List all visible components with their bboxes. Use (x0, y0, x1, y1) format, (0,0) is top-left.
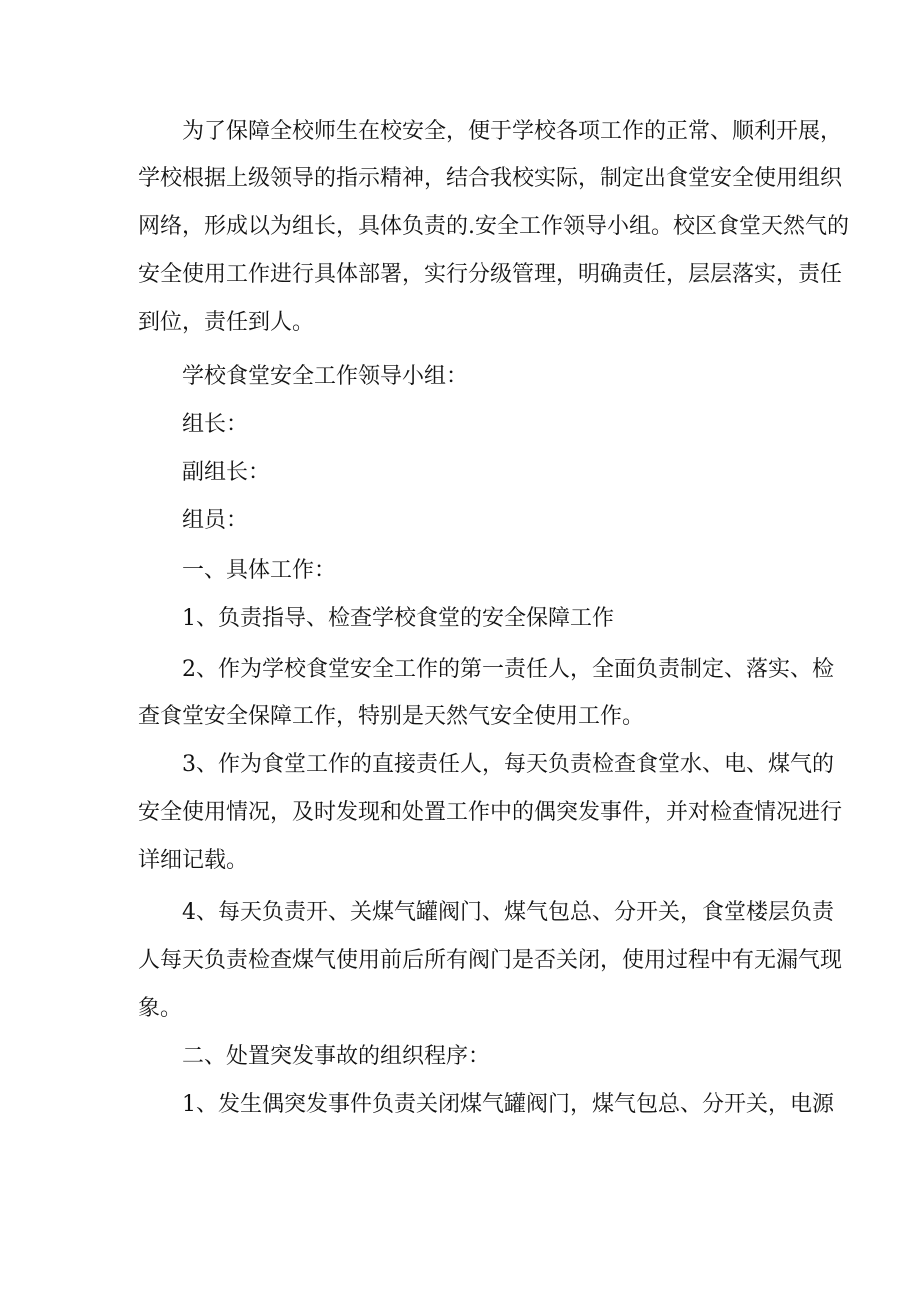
leadership-group-heading: 学校食堂安全工作领导小组： (182, 364, 469, 389)
group-leader-label: 组长： (182, 412, 249, 437)
deputy-leader-label: 副组长： (182, 460, 271, 485)
work-item-3-line-1: 3、作为食堂工作的直接责任人，每天负责检查食堂水、电、煤气的 (182, 752, 834, 777)
work-item-2-line-1: 2、作为学校食堂安全工作的第一责任人，全面负责制定、落实、检 (182, 657, 834, 682)
work-item-4-line-2: 人每天负责检查煤气使用前后所有阀门是否关闭，使用过程中有无漏气现 (138, 948, 843, 973)
paragraph-intro-line-5: 到位，责任到人。 (138, 310, 315, 335)
paragraph-intro-line-1: 为了保障全校师生在校安全，便于学校各项工作的正常、顺利开展， (182, 119, 843, 144)
work-item-4-line-3: 象。 (138, 996, 183, 1021)
procedure-item-1-line-1: 1、发生偶突发事件负责关闭煤气罐阀门，煤气包总、分开关，电源 (182, 1092, 834, 1117)
work-item-4-line-1: 4、每天负责开、关煤气罐阀门、煤气包总、分开关，食堂楼层负责 (182, 900, 834, 925)
work-item-3-line-2: 安全使用情况，及时发现和处置工作中的偶突发事件，并对检查情况进行 (138, 800, 843, 825)
section-heading-emergency-procedure: 二、处置突发事故的组织程序： (182, 1044, 491, 1069)
section-heading-specific-work: 一、具体工作： (182, 558, 337, 583)
group-members-label: 组员： (182, 508, 249, 533)
work-item-1: 1、负责指导、检查学校食堂的安全保障工作 (182, 606, 614, 631)
paragraph-intro-line-3: 网络，形成以为组长，具体负责的.安全工作领导小组。校区食堂天然气的 (138, 214, 849, 239)
paragraph-intro-line-2: 学校根据上级领导的指示精神，结合我校实际，制定出食堂安全使用组织 (138, 166, 843, 191)
work-item-2-line-2: 查食堂安全保障工作，特别是天然气安全使用工作。 (138, 704, 645, 729)
paragraph-intro-line-4: 安全使用工作进行具体部署，实行分级管理，明确责任，层层落实，责任 (138, 262, 843, 287)
work-item-3-line-3: 详细记载。 (138, 848, 249, 873)
